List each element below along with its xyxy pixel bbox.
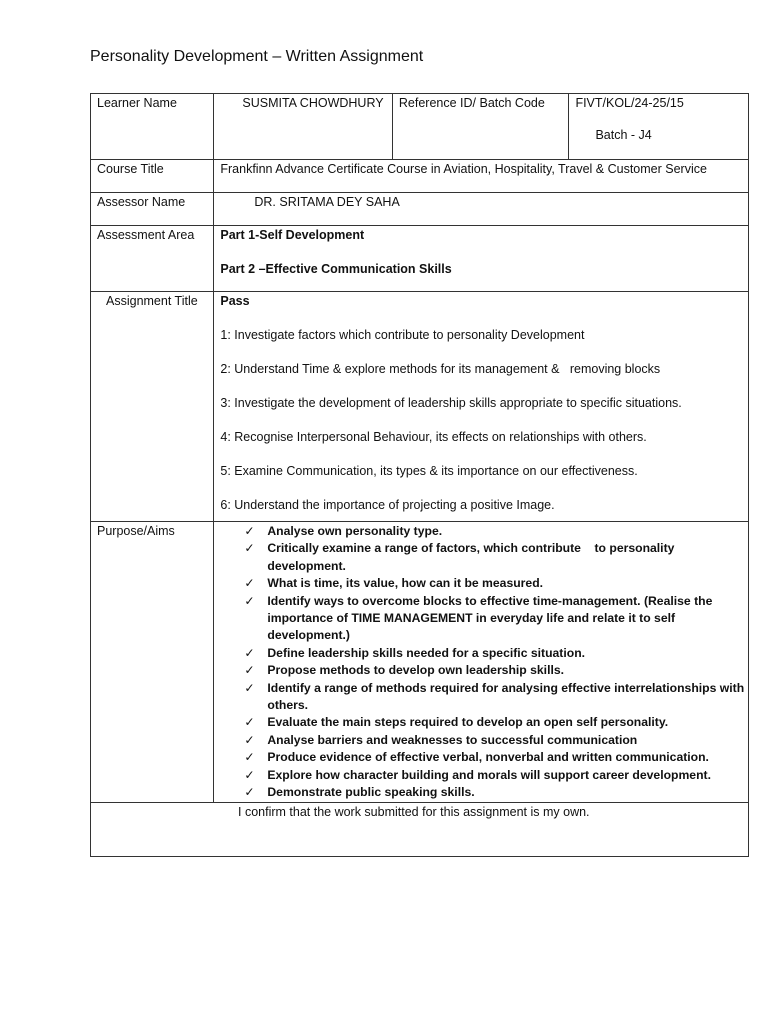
outcome-item-5: 5: Examine Communication, its types & its importance on our effectiveness.: [220, 464, 638, 478]
checkmark-icon: ✓: [244, 541, 255, 556]
aim-item: ✓ Analyse own personality type.: [244, 523, 748, 540]
outcome-item-2: 2: Understand Time & explore methods for its management & removing blocks: [220, 362, 661, 376]
checkmark-icon: ✓: [244, 785, 255, 800]
reference-label: Reference ID/ Batch Code: [398, 96, 545, 110]
assignment-title-label-cell: [91, 292, 214, 522]
assessment-part-1: Part 1-Self Development: [220, 228, 365, 242]
assessment-area-value-cell: [214, 226, 749, 292]
checkmark-icon: ✓: [244, 663, 255, 678]
assessment-area-row: [91, 226, 749, 292]
course-row: [91, 160, 749, 193]
checkmark-icon: ✓: [244, 732, 255, 747]
course-title-value: Frankfinn Advance Certificate Course in Aviation, Hospitality, Travel & Customer Service: [220, 162, 707, 176]
document-title: Personality Development – Written Assignment: [90, 48, 424, 65]
checkmark-icon: ✓: [244, 524, 255, 538]
purpose-row: [91, 522, 749, 803]
confirmation-row: [91, 802, 749, 856]
aim-item: ✓ Identify ways to overcome blocks to effective time-management. (Realise the importance of TIME MANAGEMENT in everyday life and relate it to self development.): [244, 593, 713, 643]
learner-name-label-cell: [91, 94, 214, 160]
assessor-name-label: Assessor Name: [97, 195, 186, 209]
outcome-item-1: 1: Investigate factors which contribute to personality Development: [220, 328, 585, 342]
aim-item: ✓ Demonstrate public speaking skills.: [244, 784, 748, 801]
assessor-value-cell: [214, 193, 749, 226]
aim-item: ✓ Explore how character building and morals will support career development.: [244, 767, 748, 784]
aim-item: ✓ Propose methods to develop own leadership skills.: [244, 662, 748, 679]
assignment-title-value-cell: [214, 292, 749, 522]
assessor-row: [91, 193, 749, 226]
assessment-part-2: Part 2 –Effective Communication Skills: [220, 262, 452, 276]
learner-name-value-cell: [214, 94, 393, 160]
checkmark-icon: ✓: [244, 645, 255, 660]
purpose-label-cell: [91, 522, 214, 803]
assignment-title-row: [91, 292, 749, 522]
learner-name-value: SUSMITA CHOWDHURY: [242, 96, 384, 110]
assessment-area-label: Assessment Area: [97, 228, 195, 242]
reference-label-cell: [392, 94, 569, 160]
course-label-cell: [91, 160, 214, 193]
checkmark-icon: ✓: [244, 576, 255, 591]
checkmark-icon: ✓: [244, 593, 255, 608]
checkmark-icon: ✓: [244, 767, 255, 782]
aim-item: ✓ Identify a range of methods required for analysing effective interrelationships with others.: [244, 680, 745, 713]
learner-row: [91, 94, 749, 160]
aim-item: ✓ Critically examine a range of factors, which contribute to personality development.: [244, 541, 678, 573]
outcome-item-3: 3: Investigate the development of leadership skills appropriate to specific situations.: [220, 396, 682, 410]
batch-code: Batch - J4: [595, 128, 652, 142]
aim-item: ✓ Define leadership skills needed for a specific situation.: [244, 645, 748, 662]
checkmark-icon: ✓: [244, 750, 255, 765]
confirmation-cell: [91, 802, 749, 856]
assessor-label-cell: [91, 193, 214, 226]
aims-list: [214, 522, 748, 802]
aim-item: ✓ What is time, its value, how can it be measured.: [244, 575, 748, 592]
assignment-form-table: [90, 93, 749, 857]
purpose-label: Purpose/Aims: [97, 524, 175, 538]
assignment-title-label: Assignment Title: [106, 294, 198, 308]
reference-value: FIVT/KOL/24-25/15: [575, 96, 684, 110]
reference-value-cell: [569, 94, 749, 160]
assessor-name-value: DR. SRITAMA DEY SAHA: [254, 195, 400, 209]
pass-heading: Pass: [220, 294, 250, 308]
aim-item: ✓ Evaluate the main steps required to develop an open self personality.: [244, 714, 748, 731]
checkmark-icon: ✓: [244, 715, 255, 730]
course-title-label: Course Title: [97, 162, 164, 176]
learner-name-label: Learner Name: [97, 96, 177, 110]
confirmation-statement: I confirm that the work submitted for this assignment is my own.: [238, 804, 590, 819]
outcome-item-6: 6: Understand the importance of projecting a positive Image.: [220, 498, 555, 512]
aim-item: ✓ Produce evidence of effective verbal, nonverbal and written communication.: [244, 749, 748, 766]
checkmark-icon: ✓: [244, 680, 255, 695]
purpose-value-cell: [214, 522, 749, 803]
outcome-item-4: 4: Recognise Interpersonal Behaviour, its effects on relationships with others.: [220, 430, 647, 444]
aim-item: ✓ Analyse barriers and weaknesses to successful communication: [244, 732, 748, 749]
assessment-area-label-cell: [91, 226, 214, 292]
course-value-cell: [214, 160, 749, 193]
